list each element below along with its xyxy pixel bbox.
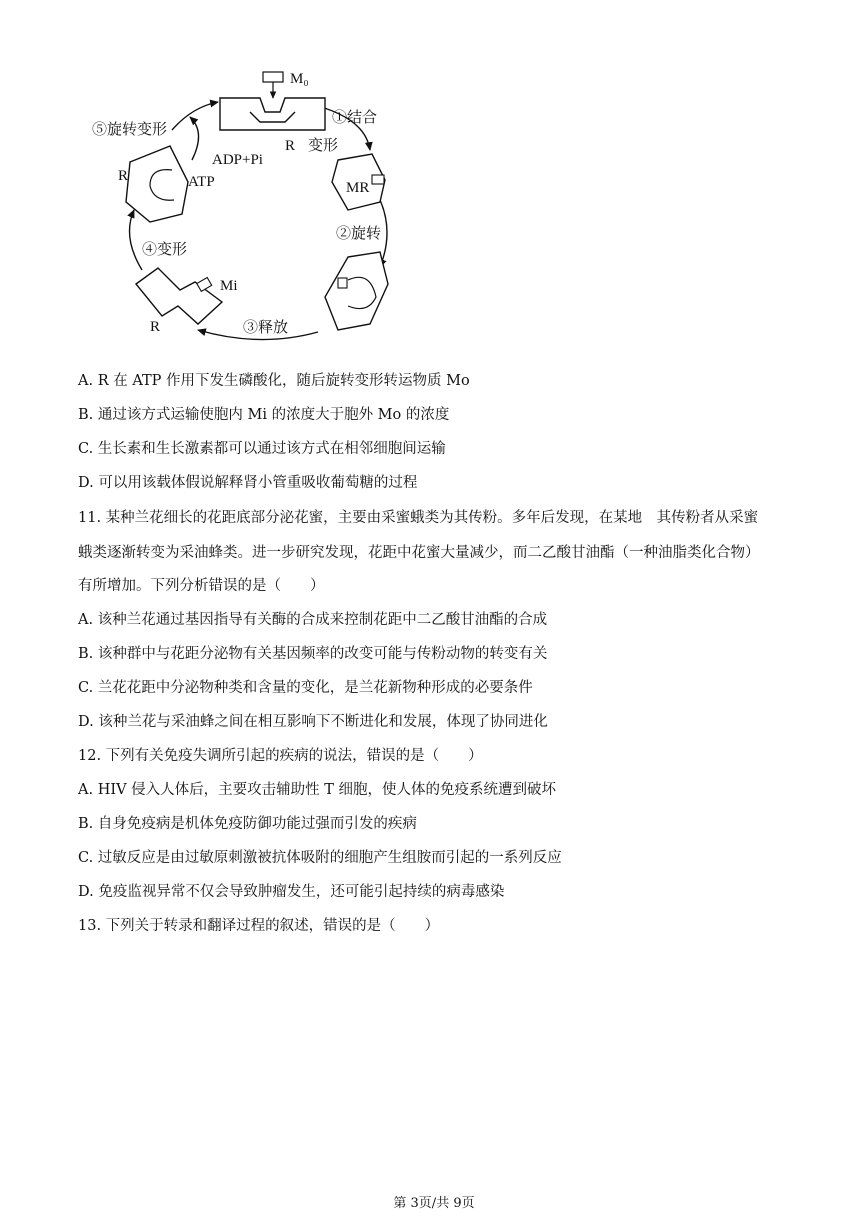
carrier-bottom [136, 268, 222, 324]
mr-bound-molecule [372, 175, 384, 184]
q11-option-d: D. 该种兰花与采油蜂之间在相互影响下不断进化和发展，体现了协同进化 [78, 714, 548, 730]
q11-stem-line-3: 有所增加。下列分析错误的是（ ） [78, 578, 325, 594]
atp-arrow [190, 117, 199, 160]
carrier-transport-cycle-diagram [80, 62, 440, 362]
q13-stem: 13. 下列关于转录和翻译过程的叙述，错误的是（ ） [78, 918, 440, 934]
q11-option-a: A. 该种兰花通过基因指导有关酶的合成来控制花距中二乙酸甘油酯的合成 [78, 612, 548, 628]
label-adp: ADP+Pi [212, 152, 263, 168]
q12-option-a: A. HIV 侵入人体后，主要攻击辅助性 T 细胞，使人体的免疫系统遭到破坏 [78, 782, 557, 798]
label-deform: 变形 [308, 138, 339, 154]
q11-option-c: C. 兰花花距中分泌物种类和含量的变化，是兰花新物种形成的必要条件 [78, 680, 533, 696]
q11-stem-line-2: 蛾类逐渐转变为采油蜂类。进一步研究发现，花距中花蜜大量减少，而二乙酸甘油酯（一种油脂类化合物） [78, 545, 760, 561]
page-footer: 第 3页/共 9页 [393, 1196, 475, 1211]
label-step1: ①结合 [332, 110, 378, 126]
q10-option-c: C. 生长素和生长激素都可以通过该方式在相邻细胞间运输 [78, 441, 446, 457]
q10-option-a: A. R 在 ATP 作用下发生磷酸化，随后旋转变形转运物质 Mo [78, 373, 470, 389]
label-r-left: R [118, 168, 129, 184]
arc-top-left [172, 102, 218, 130]
label-r-bottom: R [150, 319, 161, 335]
rotated-bound-molecule [338, 278, 347, 288]
q11-option-b: B. 该种群中与花距分泌物有关基因频率的改变可能与传粉动物的转变有关 [78, 646, 548, 662]
q12-option-c: C. 过敏反应是由过敏原刺激被抗体吸附的细胞产生组胺而引起的一系列反应 [78, 850, 562, 866]
mo-molecule [263, 72, 283, 82]
q10-option-d: D. 可以用该载体假说解释肾小管重吸收葡萄糖的过程 [78, 475, 418, 491]
label-step4: ④变形 [142, 242, 188, 258]
carrier-top [220, 98, 325, 130]
label-step5: ⑤旋转变形 [92, 122, 168, 138]
q12-stem: 12. 下列有关免疫失调所引起的疾病的说法，错误的是（ ） [78, 748, 483, 764]
label-step2: ②旋转 [336, 226, 382, 242]
q12-option-d: D. 免疫监视异常不仅会导致肿瘤发生，还可能引起持续的病毒感染 [78, 884, 505, 900]
q11-stem-line-1: 11. 某种兰花细长的花距底部分泌花蜜，主要由采蜜蛾类为其传粉。多年后发现，在某地 其传粉者从采蜜 [78, 510, 759, 526]
q10-option-b: B. 通过该方式运输使胞内 Mi 的浓度大于胞外 Mo 的浓度 [78, 407, 450, 423]
label-mr: MR [346, 180, 370, 196]
label-r-top: R [285, 138, 296, 154]
label-step3: ③释放 [243, 320, 289, 336]
carrier-rotated [325, 252, 388, 330]
label-mo: M₀ [290, 71, 309, 87]
label-mi: Mi [220, 278, 238, 294]
arc-left [130, 210, 143, 270]
q12-option-b: B. 自身免疫病是机体免疫防御功能过强而引发的疾病 [78, 816, 417, 832]
label-atp: ATP [188, 174, 215, 190]
